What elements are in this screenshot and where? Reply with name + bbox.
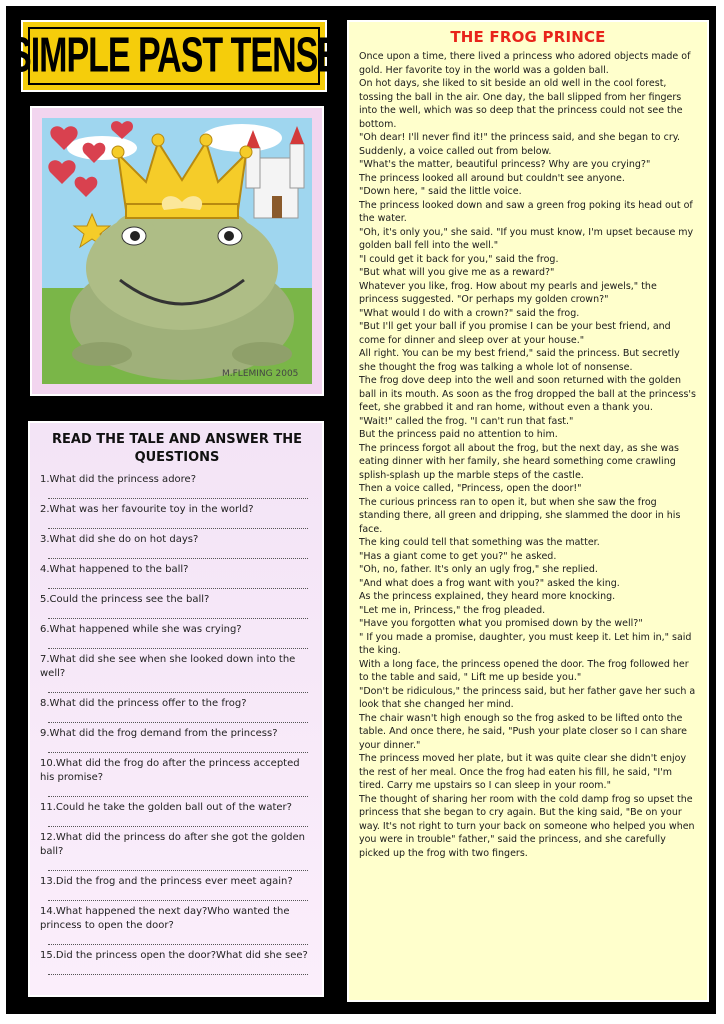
story-paragraph: The curious princess ran to open it, but when she saw the frog standing there, all green and dripping, she slammed the door in his face. <box>359 496 681 535</box>
question-text: 3.What did she do on hot days? <box>40 534 199 545</box>
question-item <box>40 875 314 901</box>
question-text: 1.What did the princess adore? <box>40 474 197 485</box>
story-paragraph: "What's the matter, beautiful princess? Why are you crying?" <box>359 159 651 170</box>
question-item <box>40 593 314 619</box>
story-paragraph: "Down here, " said the little voice. <box>359 186 522 197</box>
answer-line[interactable] <box>48 558 308 559</box>
question-item <box>40 623 314 649</box>
question-text: 12.What did the princess do after she got the golden ball? <box>40 832 306 857</box>
story-paragraph: "But what will you give me as a reward?" <box>359 267 555 278</box>
story-paragraph: Once upon a time, there lived a princess who adored objects made of gold. Her favorite toy in the world was a golden ball. <box>359 51 691 76</box>
story-paragraph: Suddenly, a voice called out from below. <box>359 145 552 157</box>
answer-line[interactable] <box>48 870 308 871</box>
question-item <box>40 949 314 975</box>
answer-line[interactable] <box>48 692 308 693</box>
story-paragraph: Then a voice called, "Princess, open the door!" <box>359 483 582 494</box>
story-paragraph: The king could tell that something was the matter. <box>359 537 600 548</box>
story-paragraph: "I could get it back for you," said the frog. <box>359 253 559 265</box>
story-paragraph: All right. You can be my best friend," said the princess. But secretly she thought the frog was talking a whole lot of nonsense. <box>359 348 680 373</box>
story-paragraph: But the princess paid no attention to him. <box>359 429 558 440</box>
story-paragraph: The thought of sharing her room with the cold damp frog so upset the princess that she began to cry again. But the king said, "Be on your way. It's not right to turn your back on someone who helped you when you were in trouble" father," said the princess, and she carefully picked up the frog with two fingers. <box>359 793 695 859</box>
answer-line[interactable] <box>48 648 308 649</box>
question-item <box>40 727 314 753</box>
question-item <box>40 801 314 827</box>
question-text: 5.Could the princess see the ball? <box>40 594 210 605</box>
story-paragraph: "But I'll get your ball if you promise I can be your best friend, and come for dinner and sleep over at your house." <box>359 321 671 346</box>
artist-signature: M.FLEMING 2005 <box>222 369 299 379</box>
story-paragraph: On hot days, she liked to sit beside an old well in the cool forest, tossing the ball in the air. One day, the ball slipped from her fingers into the well, which was so deep that the princess could not see the bottom. <box>359 78 683 130</box>
story-title: THE FROG PRINCE <box>450 28 606 46</box>
question-text: 13.Did the frog and the princess ever meet again? <box>40 876 293 887</box>
question-text: 6.What happened while she was crying? <box>40 624 242 635</box>
answer-line[interactable] <box>48 722 308 723</box>
answer-line[interactable] <box>48 618 308 619</box>
question-item <box>40 533 314 559</box>
answer-line[interactable] <box>48 900 308 901</box>
questions-heading: READ THE TALE AND ANSWER THE QUESTIONS <box>52 432 302 465</box>
story-paragraph: With a long face, the princess opened the door. The frog followed her to the table and said, " Lift me up beside you." <box>359 658 689 683</box>
page-frame <box>6 6 716 1014</box>
story-paragraph: "Don't be ridiculous," the princess said, but her father gave her such a look that she changed her mind. <box>359 685 696 710</box>
question-text: 15.Did the princess open the door?What did she see? <box>40 950 308 961</box>
question-text: 7.What did she see when she looked down into the well? <box>40 654 296 679</box>
story-paragraph: "Have you forgotten what you promised down by the well?" <box>359 618 643 629</box>
story-paragraph: "Let me in, Princess," the frog pleaded. <box>359 604 546 616</box>
question-text: 2.What was her favourite toy in the world? <box>40 504 254 515</box>
question-text: 8.What did the princess offer to the frog? <box>40 698 247 709</box>
story-paragraph: Whatever you like, frog. How about my pearls and jewels," the princess suggested. "Or perhaps my golden crown?" <box>359 280 657 305</box>
question-item <box>40 473 314 499</box>
answer-line[interactable] <box>48 752 308 753</box>
story-paragraph: "Wait!" called the frog. "I can't run that fast." <box>359 415 574 427</box>
worksheet-title: SIMPLE PAST TENSE <box>9 27 339 83</box>
frog-prince-illustration <box>42 118 312 384</box>
question-item <box>40 831 314 871</box>
story-paragraph: The princess forgot all about the frog, but the next day, as she was eating dinner with her family, she heard something come crawling splish-splash up the marble steps of the castle. <box>359 442 679 481</box>
answer-line[interactable] <box>48 796 308 797</box>
question-text: 9.What did the frog demand from the princess? <box>40 728 278 739</box>
story-paragraph: The chair wasn't high enough so the frog asked to be lifted onto the table. And once there, he said, "Push your plate closer so I can share your dinner." <box>359 712 687 751</box>
answer-line[interactable] <box>48 498 308 499</box>
story-paragraph: The princess looked all around but couldn't see anyone. <box>359 172 625 184</box>
story-paragraph: " If you made a promise, daughter, you must keep it. Let him in," said the king. <box>359 631 692 656</box>
question-item <box>40 653 314 693</box>
story-paragraph: "Oh, it's only you," she said. "If you must know, I'm upset because my golden ball fell into the well." <box>359 226 694 251</box>
answer-line[interactable] <box>48 826 308 827</box>
question-item <box>40 503 314 529</box>
title-banner <box>9 20 339 92</box>
frog-prince-picture-frame <box>30 106 324 396</box>
question-text: 11.Could he take the golden ball out of the water? <box>40 802 292 813</box>
story-paragraph: As the princess explained, they heard more knocking. <box>359 591 616 602</box>
story-paragraph: The princess moved her plate, but it was quite clear she didn't enjoy the rest of her meal. Once the frog had eaten his fill, he said, "I'm tired. Carry me upstairs so I can sleep in your room." <box>359 753 687 791</box>
story-paragraph: "Has a giant come to get you?" he asked. <box>359 550 557 562</box>
answer-line[interactable] <box>48 974 308 975</box>
questions-panel <box>28 421 324 997</box>
story-paragraph: "Oh, no, father. It's only an ugly frog," she replied. <box>359 564 598 575</box>
story-text <box>359 50 697 860</box>
story-paragraph: "What would I do with a crown?" said the frog. <box>359 307 580 319</box>
story-paragraph: "And what does a frog want with you?" asked the king. <box>359 577 620 589</box>
story-panel <box>347 20 709 1002</box>
story-paragraph: The princess looked down and saw a green frog poking its head out of the water. <box>359 199 693 224</box>
answer-line[interactable] <box>48 944 308 945</box>
story-paragraph: "Oh dear! I'll never find it!" the princess said, and she began to cry. <box>359 132 681 143</box>
question-text: 4.What happened to the ball? <box>40 564 189 575</box>
question-item <box>40 757 314 797</box>
answer-line[interactable] <box>48 528 308 529</box>
story-paragraph: The frog dove deep into the well and soon returned with the golden ball in its mouth. As soon as the frog dropped the ball at the princess's feet, she grabbed it and ran home, without even a thank you. <box>359 375 696 413</box>
question-text: 10.What did the frog do after the princess accepted his promise? <box>40 758 300 783</box>
answer-line[interactable] <box>48 588 308 589</box>
question-item <box>40 697 314 723</box>
question-item <box>40 563 314 589</box>
question-item <box>40 905 314 945</box>
title-inner-border <box>9 27 339 85</box>
question-text: 14.What happened the next day?Who wanted the princess to open the door? <box>40 906 290 931</box>
